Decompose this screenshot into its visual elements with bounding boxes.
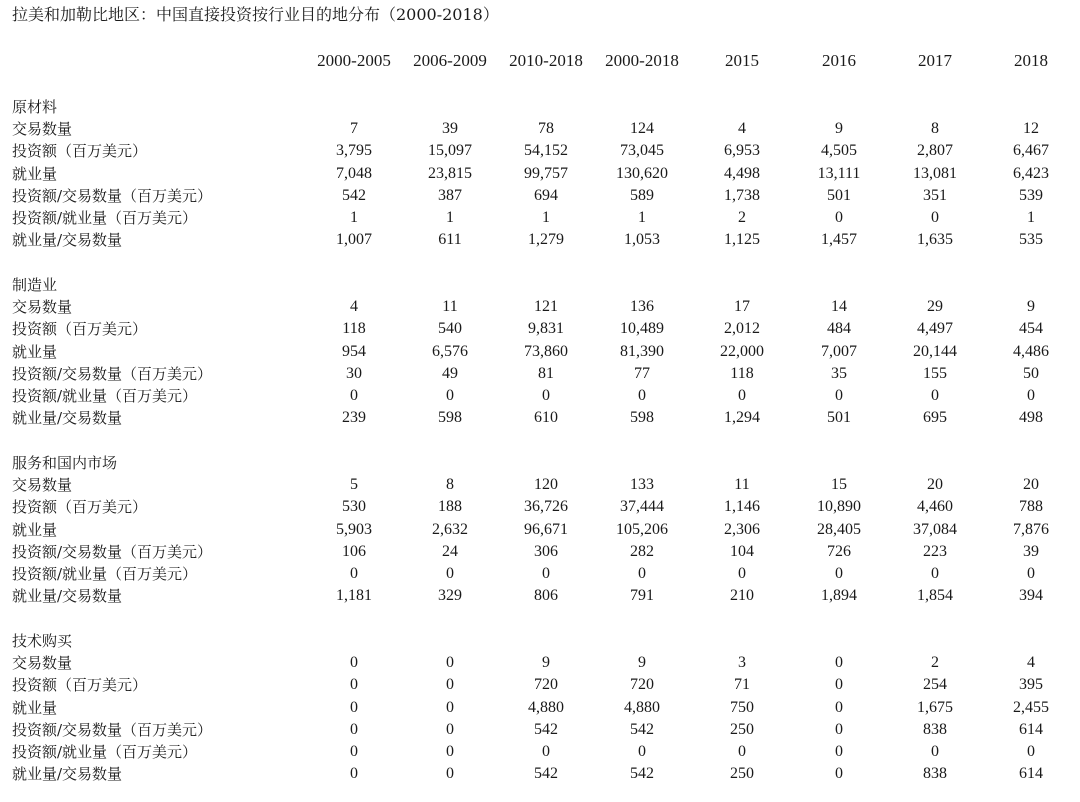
row-label: 投资额/交易数量（百万美元）	[12, 186, 213, 205]
table-cell: 806	[534, 587, 558, 605]
table-cell: 0	[738, 743, 746, 760]
table-row	[0, 496, 1080, 518]
table-cell: 99,757	[524, 164, 568, 182]
table-cell: 788	[1019, 498, 1043, 516]
table-cell: 539	[1019, 186, 1043, 204]
table-cell: 105,206	[616, 520, 668, 538]
column-header: 2016	[822, 51, 856, 70]
row-label: 就业量	[12, 164, 58, 183]
table-cell: 1,125	[724, 231, 760, 249]
table-cell: 77	[634, 364, 650, 382]
table-cell: 1,675	[917, 698, 953, 716]
table-cell: 5	[350, 476, 358, 494]
table-cell: 598	[630, 409, 654, 427]
table-row	[0, 719, 1080, 741]
table-cell: 13,081	[913, 164, 957, 182]
table-cell: 9,831	[528, 320, 564, 338]
table-cell: 1,146	[724, 498, 760, 516]
table-cell: 501	[827, 186, 851, 204]
column-header-row	[0, 50, 1080, 72]
table-cell: 454	[1019, 320, 1043, 338]
table-cell: 250	[730, 765, 754, 783]
table-cell: 0	[835, 765, 843, 783]
table-cell: 6,423	[1013, 164, 1049, 182]
table-row	[0, 652, 1080, 674]
table-cell: 120	[534, 476, 558, 494]
table-row	[0, 385, 1080, 407]
table-cell: 542	[342, 186, 366, 204]
table-cell: 49	[442, 364, 458, 382]
table-cell: 4	[738, 120, 746, 138]
table-cell: 71	[734, 676, 750, 694]
table-row	[0, 318, 1080, 340]
table-cell: 720	[630, 676, 654, 694]
table-cell: 0	[638, 565, 646, 582]
table-cell: 1,635	[917, 231, 953, 249]
table-cell: 695	[923, 409, 947, 427]
table-cell: 20	[1023, 476, 1039, 494]
table-cell: 0	[835, 698, 843, 716]
table-cell: 498	[1019, 409, 1043, 427]
table-cell: 96,671	[524, 520, 568, 538]
table-cell: 118	[342, 320, 366, 338]
section-title: 服务和国内市场	[12, 454, 118, 472]
row-label: 就业量/交易数量	[12, 765, 123, 784]
table-cell: 2,632	[432, 520, 468, 538]
table-cell: 0	[350, 743, 358, 760]
table-cell: 0	[446, 720, 454, 738]
table-cell: 0	[835, 387, 843, 404]
table-cell: 4	[1027, 654, 1035, 672]
table-row	[0, 519, 1080, 541]
table-cell: 535	[1019, 231, 1043, 249]
row-label: 投资额（百万美元）	[12, 676, 148, 695]
table-cell: 124	[630, 120, 654, 138]
table-cell: 136	[630, 298, 654, 316]
table-cell: 694	[534, 186, 558, 204]
table-cell: 4,880	[624, 698, 660, 716]
column-header: 2010-2018	[509, 51, 583, 70]
table-cell: 0	[1027, 565, 1035, 582]
row-label: 投资额/交易数量（百万美元）	[12, 542, 213, 561]
column-header: 2000-2018	[605, 51, 679, 70]
row-label: 交易数量	[12, 298, 73, 317]
table-cell: 37,084	[913, 520, 957, 538]
column-header: 2015	[725, 51, 759, 70]
table-cell: 121	[534, 298, 558, 316]
table-cell: 37,444	[620, 498, 664, 516]
table-cell: 1,738	[724, 186, 760, 204]
table-cell: 4,880	[528, 698, 564, 716]
table-cell: 1,053	[624, 231, 660, 249]
table-cell: 0	[931, 565, 939, 582]
table-row	[0, 185, 1080, 207]
table-cell: 1,007	[336, 231, 372, 249]
table-cell: 73,045	[620, 142, 664, 160]
table-cell: 0	[738, 565, 746, 582]
table-cell: 4,498	[724, 164, 760, 182]
table-cell: 0	[542, 743, 550, 760]
table-cell: 0	[835, 565, 843, 582]
table-cell: 10,890	[817, 498, 861, 516]
table-cell: 0	[835, 743, 843, 760]
table-row	[0, 563, 1080, 585]
table-cell: 0	[931, 743, 939, 760]
table-cell: 750	[730, 698, 754, 716]
table-cell: 542	[534, 765, 558, 783]
row-label: 就业量/交易数量	[12, 587, 123, 606]
table-row	[0, 341, 1080, 363]
row-label: 就业量/交易数量	[12, 231, 123, 250]
table-cell: 395	[1019, 676, 1043, 694]
table-cell: 0	[931, 209, 939, 226]
table-cell: 10,489	[620, 320, 664, 338]
table-cell: 598	[438, 409, 462, 427]
row-label: 就业量	[12, 342, 58, 361]
table-cell: 542	[534, 720, 558, 738]
table-cell: 0	[446, 698, 454, 716]
table-cell: 2	[738, 209, 746, 226]
row-label: 投资额/就业量（百万美元）	[12, 743, 198, 761]
table-cell: 250	[730, 720, 754, 738]
table-row	[0, 163, 1080, 185]
table-cell: 22,000	[720, 342, 764, 360]
table-cell: 130,620	[616, 164, 668, 182]
column-header: 2017	[918, 51, 952, 70]
table-cell: 29	[927, 298, 943, 316]
table-cell: 1,854	[917, 587, 953, 605]
table-cell: 11	[734, 476, 750, 494]
table-cell: 35	[831, 364, 847, 382]
table-cell: 210	[730, 587, 754, 605]
table-row	[0, 118, 1080, 140]
table-cell: 589	[630, 186, 654, 204]
table-row	[0, 674, 1080, 696]
row-label: 投资额（百万美元）	[12, 142, 148, 161]
table-cell: 791	[630, 587, 654, 605]
table-cell: 1,457	[821, 231, 857, 249]
table-row	[0, 363, 1080, 385]
table-cell: 254	[923, 676, 947, 694]
table-cell: 0	[1027, 387, 1035, 404]
table-cell: 720	[534, 676, 558, 694]
table-cell: 17	[734, 298, 750, 316]
table-cell: 3	[738, 654, 746, 672]
row-label: 就业量	[12, 520, 58, 539]
table-row	[0, 541, 1080, 563]
table-cell: 0	[1027, 743, 1035, 760]
table-cell: 14	[831, 298, 847, 316]
table-cell: 1,894	[821, 587, 857, 605]
table-cell: 530	[342, 498, 366, 516]
table-cell: 0	[638, 387, 646, 404]
table-cell: 30	[346, 364, 362, 382]
table-cell: 954	[342, 342, 366, 360]
table-cell: 4	[350, 298, 358, 316]
row-label: 就业量/交易数量	[12, 409, 123, 428]
table-cell: 1,181	[336, 587, 372, 605]
table-cell: 9	[835, 120, 843, 138]
table-cell: 118	[730, 364, 754, 382]
page-title: 拉美和加勒比地区：中国直接投资按行业目的地分布（2000-2018）	[12, 5, 499, 24]
table-cell: 1	[542, 209, 550, 226]
table-cell: 20,144	[913, 342, 957, 360]
table-cell: 1,294	[724, 409, 760, 427]
table-cell: 2,306	[724, 520, 760, 538]
table-cell: 0	[738, 387, 746, 404]
table-cell: 0	[446, 387, 454, 404]
table-cell: 611	[438, 231, 462, 249]
table-cell: 0	[638, 743, 646, 760]
row-label: 投资额/交易数量（百万美元）	[12, 720, 213, 739]
row-label: 交易数量	[12, 120, 73, 139]
table-cell: 5,903	[336, 520, 372, 538]
table-cell: 6,576	[432, 342, 468, 360]
section-title: 原材料	[12, 98, 58, 116]
table-cell: 387	[438, 186, 462, 204]
section-title: 技术购买	[12, 632, 73, 650]
table-cell: 4,497	[917, 320, 953, 338]
table-cell: 50	[1023, 364, 1039, 382]
table-cell: 501	[827, 409, 851, 427]
table-cell: 542	[630, 765, 654, 783]
table-cell: 306	[534, 542, 558, 560]
table-cell: 73,860	[524, 342, 568, 360]
table-cell: 540	[438, 320, 462, 338]
table-cell: 0	[835, 720, 843, 738]
table-cell: 838	[923, 720, 947, 738]
table-cell: 78	[538, 120, 554, 138]
table-cell: 0	[835, 209, 843, 226]
table-row	[0, 407, 1080, 429]
table-cell: 188	[438, 498, 462, 516]
table-cell: 610	[534, 409, 558, 427]
table-cell: 0	[446, 765, 454, 783]
table-cell: 542	[630, 720, 654, 738]
row-label: 投资额/就业量（百万美元）	[12, 565, 198, 583]
table-cell: 7,048	[336, 164, 372, 182]
table-cell: 7,007	[821, 342, 857, 360]
table-cell: 394	[1019, 587, 1043, 605]
table-cell: 2,012	[724, 320, 760, 338]
column-header: 2006-2009	[413, 51, 487, 70]
table-row	[0, 207, 1080, 229]
table-cell: 239	[342, 409, 366, 427]
table-cell: 0	[542, 565, 550, 582]
table-cell: 2,807	[917, 142, 953, 160]
table-cell: 838	[923, 765, 947, 783]
table-cell: 24	[442, 542, 458, 560]
table-cell: 9	[1027, 298, 1035, 316]
table-cell: 0	[350, 676, 358, 694]
table-cell: 1	[446, 209, 454, 226]
table-cell: 9	[542, 654, 550, 672]
row-label: 投资额/就业量（百万美元）	[12, 209, 198, 227]
table-cell: 8	[446, 476, 454, 494]
table-cell: 0	[350, 720, 358, 738]
table-cell: 726	[827, 542, 851, 560]
table-cell: 329	[438, 587, 462, 605]
table-cell: 23,815	[428, 164, 472, 182]
table-cell: 8	[931, 120, 939, 138]
table-cell: 39	[1023, 542, 1039, 560]
table-row	[0, 229, 1080, 251]
row-label: 交易数量	[12, 654, 73, 673]
table-cell: 1	[638, 209, 646, 226]
table-cell: 0	[446, 654, 454, 672]
table-cell: 9	[638, 654, 646, 672]
table-cell: 614	[1019, 765, 1043, 783]
table-cell: 54,152	[524, 142, 568, 160]
table-cell: 155	[923, 364, 947, 382]
table-cell: 7,876	[1013, 520, 1049, 538]
table-cell: 614	[1019, 720, 1043, 738]
table-cell: 6,953	[724, 142, 760, 160]
table-cell: 12	[1023, 120, 1039, 138]
table-cell: 0	[542, 387, 550, 404]
row-label: 投资额/就业量（百万美元）	[12, 387, 198, 405]
table-cell: 0	[350, 565, 358, 582]
table-cell: 0	[350, 698, 358, 716]
table-cell: 1	[1027, 209, 1035, 226]
section-title: 制造业	[12, 276, 58, 294]
column-header: 2000-2005	[317, 51, 391, 70]
table-row	[0, 763, 1080, 785]
table-cell: 13,111	[817, 164, 861, 182]
row-label: 投资额/交易数量（百万美元）	[12, 364, 213, 383]
table-cell: 0	[446, 565, 454, 582]
table-cell: 4,505	[821, 142, 857, 160]
table-row	[0, 296, 1080, 318]
table-cell: 4,486	[1013, 342, 1049, 360]
table-cell: 20	[927, 476, 943, 494]
table-cell: 7	[350, 120, 358, 138]
table-cell: 0	[350, 765, 358, 783]
table-cell: 282	[630, 542, 654, 560]
row-label: 投资额（百万美元）	[12, 498, 148, 517]
table-cell: 1	[350, 209, 358, 226]
table-row	[0, 474, 1080, 496]
table-cell: 0	[350, 387, 358, 404]
table-cell: 4,460	[917, 498, 953, 516]
table-cell: 484	[827, 320, 851, 338]
row-label: 投资额（百万美元）	[12, 320, 148, 339]
table-cell: 2,455	[1013, 698, 1049, 716]
table-cell: 6,467	[1013, 142, 1049, 160]
table-cell: 133	[630, 476, 654, 494]
table-cell: 0	[835, 654, 843, 672]
table-row	[0, 585, 1080, 607]
table-cell: 28,405	[817, 520, 861, 538]
table-cell: 81,390	[620, 342, 664, 360]
table-cell: 106	[342, 542, 366, 560]
table-cell: 2	[931, 654, 939, 672]
table-row	[0, 140, 1080, 162]
table-cell: 3,795	[336, 142, 372, 160]
table-cell: 81	[538, 364, 554, 382]
table-cell: 223	[923, 542, 947, 560]
table-cell: 0	[835, 676, 843, 694]
row-label: 交易数量	[12, 476, 73, 495]
table-cell: 11	[442, 298, 458, 316]
table-cell: 104	[730, 542, 754, 560]
table-cell: 15	[831, 476, 847, 494]
table-cell: 39	[442, 120, 458, 138]
table-row	[0, 697, 1080, 719]
table-row	[0, 741, 1080, 763]
table-cell: 36,726	[524, 498, 568, 516]
table-cell: 15,097	[428, 142, 472, 160]
table-cell: 351	[923, 186, 947, 204]
column-header: 2018	[1014, 51, 1048, 70]
table-cell: 0	[350, 654, 358, 672]
table-cell: 0	[931, 387, 939, 404]
row-label: 就业量	[12, 698, 58, 717]
table-cell: 0	[446, 743, 454, 760]
table-cell: 1,279	[528, 231, 564, 249]
table-cell: 0	[446, 676, 454, 694]
